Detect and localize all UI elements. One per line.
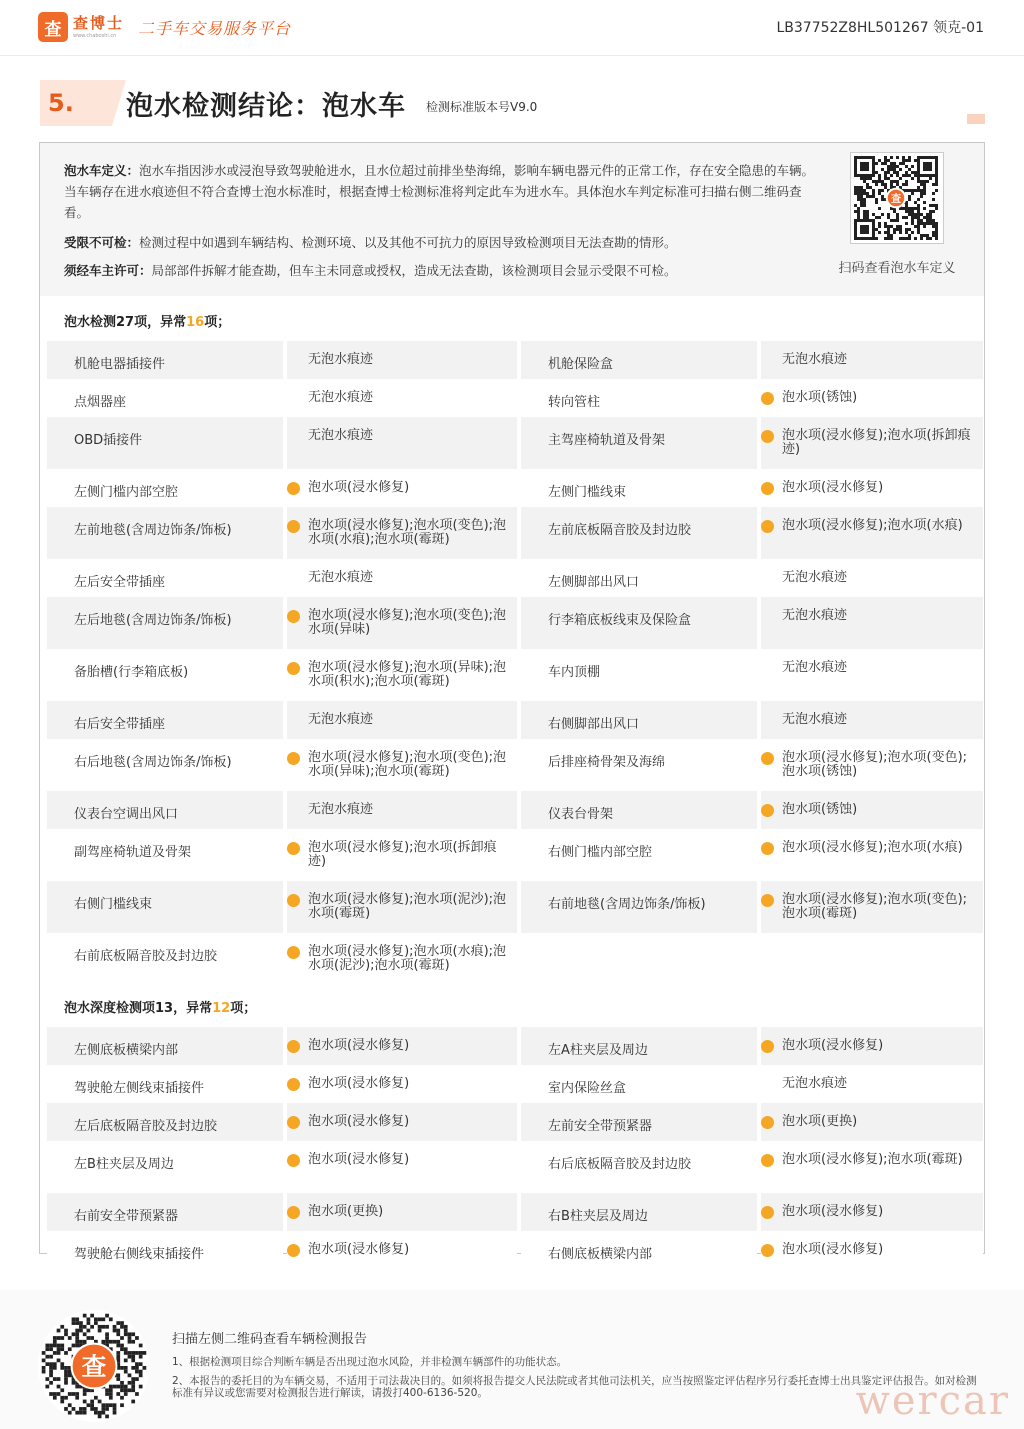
result-text: 泡水项(浸水修复) (308, 1076, 410, 1091)
item-name: 右后底板隔音胶及封边胶 (521, 1141, 757, 1193)
result-wrap (287, 661, 517, 689)
limited-label: 受限不可检： (64, 235, 140, 250)
item-name: 左B柱夹层及周边 (47, 1141, 283, 1193)
item-result (761, 1027, 983, 1065)
group2-title-suffix: 项； (230, 1001, 257, 1016)
table-row (47, 379, 983, 417)
result-text: 无泡水痕迹 (782, 1076, 848, 1091)
item-result (761, 1193, 983, 1231)
result-wrap (761, 841, 983, 855)
footer-note-1: 1、根据检测项目综合判断车辆是否出现过泡水风险，并非检测车辆部件的功能状态。 (172, 1356, 568, 1368)
item-result (761, 933, 983, 985)
warning-dot-icon (287, 752, 300, 765)
result-wrap (287, 1153, 517, 1167)
result-text: 无泡水痕迹 (782, 352, 848, 367)
item-result (761, 791, 983, 829)
item-name: 仪表台骨架 (521, 791, 757, 829)
result-wrap (761, 1153, 983, 1167)
result-wrap (761, 751, 983, 779)
permit-text: 局部部件拆解才能查勘，但车主未同意或授权，造成无法查勘，该检测项目会显示受限不可检。 (151, 263, 677, 278)
result-text: 泡水项(浸水修复);泡水项(变色);泡水项(水痕);泡水项(霉斑) (308, 518, 507, 547)
item-name: 右前底板隔音胶及封边胶 (47, 933, 283, 985)
warning-dot-icon (287, 520, 300, 533)
result-text: 无泡水痕迹 (308, 390, 374, 405)
item-name: 车内顶棚 (521, 649, 757, 701)
item-name: OBD插接件 (47, 417, 283, 469)
result-text: 无泡水痕迹 (782, 660, 848, 675)
item-result (287, 1103, 517, 1141)
item-result (287, 1065, 517, 1103)
result-text: 泡水项(浸水修复);泡水项(水痕) (782, 840, 963, 855)
table-row (47, 791, 983, 829)
item-result (287, 341, 517, 379)
item-name: 行李箱底板线束及保险盒 (521, 597, 757, 649)
warning-dot-icon (761, 392, 774, 405)
result-text: 无泡水痕迹 (782, 608, 848, 623)
table-row (47, 739, 983, 791)
item-name: 左后地毯(含周边饰条/饰板) (47, 597, 283, 649)
item-name: 右侧门槛内部空腔 (521, 829, 757, 881)
item-result (761, 701, 983, 739)
result-wrap (287, 1077, 517, 1091)
table-row (47, 559, 983, 597)
warning-dot-icon (287, 1244, 300, 1257)
table-row (47, 417, 983, 469)
group2-abnormal-count: 12 (212, 1001, 231, 1016)
item-result (761, 469, 983, 507)
qr-caption: 扫码查看泡水车定义 (838, 261, 956, 276)
warning-dot-icon (761, 804, 774, 817)
qr-code-icon (854, 156, 940, 240)
result-text: 泡水项(锈蚀) (782, 802, 858, 817)
item-result (287, 1027, 517, 1065)
item-name: 主驾座椅轨道及骨架 (521, 417, 757, 469)
item-result (761, 597, 983, 649)
item-result (287, 829, 517, 881)
result-wrap (287, 609, 517, 637)
warning-dot-icon (761, 430, 774, 443)
result-wrap (287, 571, 517, 585)
logo-url: www.chaboshi.cn (73, 32, 117, 39)
watermark: wercar (855, 1378, 1010, 1424)
result-wrap (287, 841, 517, 869)
limited-definition (64, 232, 824, 253)
result-text: 泡水项(浸水修复) (782, 1204, 884, 1219)
item-result (287, 379, 517, 417)
result-wrap (287, 1205, 517, 1219)
flood-result-panel (39, 142, 985, 1262)
table-row (47, 1141, 983, 1193)
result-wrap (761, 661, 983, 675)
section-decoration (967, 114, 985, 124)
table-row (47, 933, 983, 985)
result-wrap (761, 1077, 983, 1091)
item-name (521, 933, 757, 985)
result-wrap (761, 571, 983, 585)
item-name: 右后地毯(含周边饰条/饰板) (47, 739, 283, 791)
result-text: 无泡水痕迹 (308, 802, 374, 817)
table-row (47, 1027, 983, 1065)
result-text: 泡水项(浸水修复);泡水项(泥沙);泡水项(霉斑) (308, 892, 507, 921)
result-wrap (287, 1039, 517, 1053)
footer-note-2: 2、本报告的委托目的为车辆交易，不适用于司法裁决目的。如须将报告提交人民法院或者其他司法机关，应当按照鉴定评估程序另行委托查博士出具鉴定评估报告。如对检测标准有异议或您需要对检测报告进行解读，请拨打400-6136-520。 (172, 1375, 977, 1399)
logo-slogan: 二手车交易服务平台 (138, 18, 292, 38)
item-name: 点烟器座 (47, 379, 283, 417)
footer-title: 扫描左侧二维码查看车辆检测报告 (172, 1332, 368, 1347)
result-wrap (761, 1115, 983, 1129)
result-wrap (287, 893, 517, 921)
item-result (287, 1193, 517, 1231)
limited-text: 检测过程中如遇到车辆结构、检测环境、以及其他不可抗力的原因导致检测项目无法查勘的情形。 (139, 235, 677, 250)
result-text: 泡水项(浸水修复) (308, 1242, 410, 1257)
result-wrap (287, 751, 517, 779)
result-wrap (761, 1039, 983, 1053)
warning-dot-icon (761, 520, 774, 533)
result-text: 泡水项(更换) (308, 1204, 384, 1219)
result-wrap (287, 1115, 517, 1129)
group1-title-prefix: 泡水检测27项，异常 (64, 315, 187, 330)
result-text: 泡水项(浸水修复) (308, 1152, 410, 1167)
warning-dot-icon (287, 610, 300, 623)
warning-dot-icon (287, 1116, 300, 1129)
item-name: 机舱保险盒 (521, 341, 757, 379)
result-text: 泡水项(更换) (782, 1114, 858, 1129)
result-wrap (287, 803, 517, 817)
definition-qr-code[interactable] (850, 152, 944, 244)
item-name: 右前安全带预紧器 (47, 1193, 283, 1231)
item-name: 左侧底板横梁内部 (47, 1027, 283, 1065)
result-wrap (761, 391, 983, 405)
item-name: 右侧门槛线束 (47, 881, 283, 933)
result-text: 无泡水痕迹 (308, 428, 374, 443)
warning-dot-icon (287, 946, 300, 959)
warning-dot-icon (287, 482, 300, 495)
result-text: 泡水项(浸水修复);泡水项(霉斑) (782, 1152, 963, 1167)
item-name: 驾驶舱左侧线束插接件 (47, 1065, 283, 1103)
group1-abnormal-count: 16 (186, 315, 205, 330)
group1-title-suffix: 项； (204, 315, 231, 330)
logo-mark-icon: 查 (38, 12, 68, 42)
result-text: 无泡水痕迹 (308, 352, 374, 367)
item-result (287, 469, 517, 507)
item-name: 左前底板隔音胶及封边胶 (521, 507, 757, 559)
section-number-box (40, 80, 112, 126)
svg-text:查: 查 (890, 193, 902, 205)
item-name: 左后底板隔音胶及封边胶 (47, 1103, 283, 1141)
result-text: 泡水项(浸水修复) (308, 480, 410, 495)
item-result (287, 597, 517, 649)
item-name: 备胎槽(行李箱底板) (47, 649, 283, 701)
result-text: 泡水项(浸水修复);泡水项(异味);泡水项(积水);泡水项(霉斑) (308, 660, 507, 689)
section-number: 5. (48, 89, 74, 117)
table-row (47, 881, 983, 933)
item-result (287, 417, 517, 469)
permit-definition (64, 260, 824, 281)
item-name: 左后安全带插座 (47, 559, 283, 597)
item-result (287, 881, 517, 933)
item-name: 后排座椅骨架及海绵 (521, 739, 757, 791)
item-name: 左前地毯(含周边饰条/饰板) (47, 507, 283, 559)
result-wrap (761, 803, 983, 817)
warning-dot-icon (287, 842, 300, 855)
result-wrap (761, 429, 983, 457)
result-wrap (761, 1205, 983, 1219)
item-name: 右侧脚部出风口 (521, 701, 757, 739)
item-name: 转向管柱 (521, 379, 757, 417)
logo-name: 查博士 (73, 13, 125, 32)
result-text: 无泡水痕迹 (782, 712, 848, 727)
group1-table (43, 341, 987, 985)
result-wrap (287, 519, 517, 547)
result-text: 无泡水痕迹 (308, 570, 374, 585)
item-result (287, 933, 517, 985)
item-name: 左A柱夹层及周边 (521, 1027, 757, 1065)
item-result (287, 507, 517, 559)
warning-dot-icon (761, 752, 774, 765)
warning-dot-icon (761, 1040, 774, 1053)
result-text: 泡水项(浸水修复);泡水项(变色);泡水项(锈蚀) (782, 750, 968, 779)
table-row (47, 701, 983, 739)
item-result (761, 829, 983, 881)
logo-text (73, 15, 124, 40)
warning-dot-icon (761, 894, 774, 907)
item-name: 左侧门槛内部空腔 (47, 469, 283, 507)
item-result (287, 1141, 517, 1193)
report-qr-code[interactable] (38, 1310, 150, 1422)
warning-dot-icon (287, 1078, 300, 1091)
item-result (761, 417, 983, 469)
item-result (287, 559, 517, 597)
result-wrap (287, 713, 517, 727)
item-result (761, 649, 983, 701)
item-name: 左前安全带预紧器 (521, 1103, 757, 1141)
item-result (761, 881, 983, 933)
result-text: 泡水项(浸水修复) (782, 1038, 884, 1053)
item-result (287, 701, 517, 739)
table-row (47, 507, 983, 559)
result-text: 泡水项(浸水修复) (782, 480, 884, 495)
item-result (287, 739, 517, 791)
warning-dot-icon (287, 894, 300, 907)
group2-table (43, 1027, 987, 1269)
result-wrap (761, 519, 983, 533)
table-row (47, 469, 983, 507)
result-wrap (761, 481, 983, 495)
item-result (761, 379, 983, 417)
warning-dot-icon (287, 1154, 300, 1167)
item-name: 左侧脚部出风口 (521, 559, 757, 597)
item-result (761, 1141, 983, 1193)
item-name: 室内保险丝盒 (521, 1065, 757, 1103)
warning-dot-icon (761, 1116, 774, 1129)
flood-definition (64, 160, 824, 223)
flood-definition-text: 泡水车指因涉水或浸泡导致驾驶舱进水，且水位超过前排坐垫海绵，影响车辆电器元件的正常工作，存在安全隐患的车辆。当车辆存在进水痕迹但不符合查博士泡水标准时，根据查博士检测标准将判定此车为进水车。具体泡水车判定标准可扫描右侧二维码查看。 (64, 163, 815, 220)
result-wrap (761, 893, 983, 921)
item-result (761, 1231, 983, 1269)
item-name: 右侧底板横梁内部 (521, 1231, 757, 1269)
definition-area (40, 143, 984, 296)
warning-dot-icon (287, 1040, 300, 1053)
flood-definition-label: 泡水车定义： (64, 163, 140, 178)
result-text: 无泡水痕迹 (782, 570, 848, 585)
section-title: 泡水检测结论：泡水车 (126, 91, 406, 122)
result-wrap (761, 1243, 983, 1257)
item-result (287, 649, 517, 701)
table-row (47, 829, 983, 881)
item-name: 驾驶舱右侧线束插接件 (47, 1231, 283, 1269)
result-text: 泡水项(浸水修复) (782, 1242, 884, 1257)
result-wrap (287, 945, 517, 973)
item-result (761, 1103, 983, 1141)
item-result (761, 341, 983, 379)
result-text: 无泡水痕迹 (308, 712, 374, 727)
item-name: 右B柱夹层及周边 (521, 1193, 757, 1231)
warning-dot-icon (287, 662, 300, 675)
item-result (287, 1231, 517, 1269)
item-result (761, 739, 983, 791)
item-name: 右前地毯(含周边饰条/饰板) (521, 881, 757, 933)
table-row (47, 341, 983, 379)
table-row (47, 1065, 983, 1103)
result-wrap (761, 609, 983, 623)
vin-model: LB37752Z8HL501267 领克-01 (776, 20, 984, 36)
table-row (47, 1193, 983, 1231)
group2-title-prefix: 泡水深度检测项13，异常 (64, 1001, 213, 1016)
result-wrap (287, 353, 517, 367)
result-text: 泡水项(浸水修复);泡水项(变色);泡水项(异味) (308, 608, 507, 637)
result-text: 泡水项(浸水修复) (308, 1114, 410, 1129)
top-header (0, 0, 1024, 56)
table-row (47, 1231, 983, 1269)
item-result (761, 507, 983, 559)
item-result (761, 1065, 983, 1103)
svg-text:查: 查 (81, 1351, 107, 1381)
result-wrap (761, 353, 983, 367)
mini-program-code-icon (38, 1310, 150, 1422)
warning-dot-icon (761, 1154, 774, 1167)
item-result (761, 559, 983, 597)
group2-title (64, 997, 256, 1016)
result-text: 泡水项(浸水修复);泡水项(水痕);泡水项(泥沙);泡水项(霉斑) (308, 944, 507, 973)
item-name: 仪表台空调出风口 (47, 791, 283, 829)
result-wrap (287, 1243, 517, 1257)
table-row (47, 649, 983, 701)
brand-logo[interactable] (38, 10, 291, 44)
warning-dot-icon (761, 842, 774, 855)
section-header (40, 80, 985, 126)
group1-title (64, 311, 230, 330)
permit-label: 须经车主许可： (64, 263, 152, 278)
result-text: 泡水项(锈蚀) (782, 390, 858, 405)
result-wrap (287, 429, 517, 443)
table-row (47, 1103, 983, 1141)
result-text: 泡水项(浸水修复);泡水项(变色);泡水项(异味);泡水项(霉斑) (308, 750, 507, 779)
item-name: 机舱电器插接件 (47, 341, 283, 379)
warning-dot-icon (287, 1206, 300, 1219)
item-result (287, 791, 517, 829)
result-wrap (287, 391, 517, 405)
item-name: 副驾座椅轨道及骨架 (47, 829, 283, 881)
item-name: 左侧门槛线束 (521, 469, 757, 507)
warning-dot-icon (761, 482, 774, 495)
footer (0, 1290, 1024, 1429)
standard-version: 检测标准版本号V9.0 (426, 100, 538, 114)
result-text: 泡水项(浸水修复);泡水项(水痕) (782, 518, 963, 533)
result-wrap (761, 713, 983, 727)
table-row (47, 597, 983, 649)
result-text: 泡水项(浸水修复);泡水项(变色);泡水项(霉斑) (782, 892, 968, 921)
item-name: 右后安全带插座 (47, 701, 283, 739)
result-text: 泡水项(浸水修复) (308, 1038, 410, 1053)
warning-dot-icon (761, 1206, 774, 1219)
result-text: 泡水项(浸水修复);泡水项(拆卸痕迹) (308, 840, 497, 869)
result-wrap (287, 481, 517, 495)
result-text: 泡水项(浸水修复);泡水项(拆卸痕迹) (782, 428, 971, 457)
warning-dot-icon (761, 1244, 774, 1257)
